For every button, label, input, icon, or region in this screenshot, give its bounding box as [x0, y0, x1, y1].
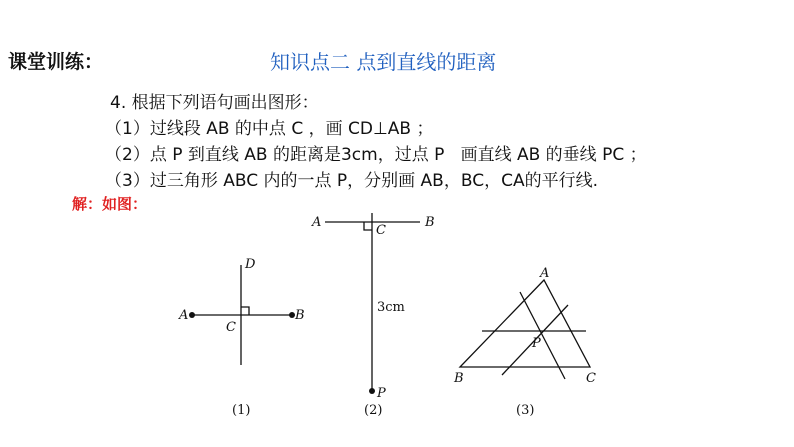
page-title: 知识点二 点到直线的距离 — [270, 50, 497, 74]
fig3-label-a: A — [540, 266, 550, 281]
fig2-label-a: A — [312, 215, 322, 230]
fig2-label-b: B — [425, 215, 435, 230]
problem-intro: 4. 根据下列语句画出图形： — [110, 93, 319, 113]
fig2-label-c: C — [376, 223, 386, 238]
section-heading: 课堂训练： — [8, 51, 104, 73]
triangle-abc — [460, 280, 590, 367]
fig3-label-b: B — [454, 371, 464, 386]
parallel-to-ca — [520, 292, 565, 379]
figure-1 — [192, 265, 292, 365]
fig1-caption: (1) — [232, 403, 251, 418]
right-angle-mark — [241, 307, 249, 315]
problem-item-3: （3）过三角形 ABC 内的一点 P，分别画 AB，BC，CA的平行线. — [105, 171, 598, 191]
figure-3 — [460, 280, 590, 379]
fig2-caption: (2) — [364, 403, 383, 418]
fig1-label-a: A — [179, 308, 189, 323]
fig3-label-p: P — [532, 336, 541, 351]
problem-item-1: （1）过线段 AB 的中点 C ，画 CD⊥AB ； — [105, 119, 434, 139]
distance-label: 3cm — [377, 300, 405, 315]
answer-label: 解：如图： — [72, 195, 148, 213]
figure-2 — [325, 213, 420, 391]
point-a — [189, 312, 195, 318]
fig3-caption: (3) — [516, 403, 535, 418]
fig1-label-b: B — [295, 308, 305, 323]
fig3-label-c: C — [586, 371, 596, 386]
right-angle-mark — [364, 222, 372, 230]
problem-item-2: （2）点 P 到直线 AB 的距离是3cm，过点 P 画直线 AB 的垂线 PC ； — [105, 145, 647, 165]
fig2-label-p: P — [377, 386, 386, 401]
fig1-label-d: D — [245, 257, 256, 272]
fig1-label-c: C — [226, 320, 236, 335]
point-p — [369, 388, 375, 394]
